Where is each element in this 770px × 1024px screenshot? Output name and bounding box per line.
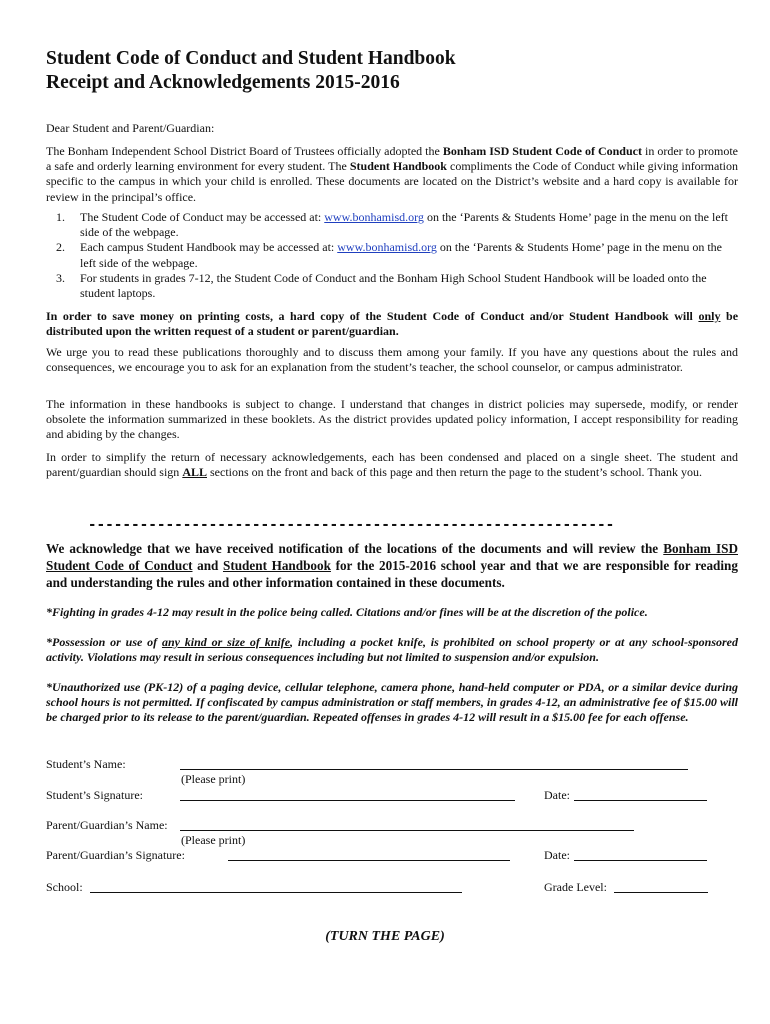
parent-signature-label: Parent/Guardian’s Signature: bbox=[46, 848, 185, 862]
simplify-all: ALL bbox=[182, 465, 207, 480]
ack-text-2: and bbox=[192, 558, 223, 573]
knife-notice bbox=[46, 635, 738, 665]
list-item bbox=[46, 271, 738, 301]
district-website-link[interactable]: www.bonhamisd.org bbox=[324, 210, 424, 224]
student-date-field[interactable] bbox=[574, 800, 707, 801]
parent-date-label: Date: bbox=[544, 848, 570, 862]
ack-code-of-conduct: Bonham ISD Student Code of Conduct bbox=[46, 541, 738, 573]
printing-only: only bbox=[698, 309, 721, 323]
list-text-after: on the ‘Parents & Students Home’ page in the menu on the left side of the webpage. bbox=[80, 240, 722, 270]
intro-bold-code: Bonham ISD Student Code of Conduct bbox=[442, 144, 642, 158]
divider-dashes: ------------------------------------------------------------- bbox=[88, 518, 615, 532]
acknowledgement-statement bbox=[46, 540, 738, 591]
list-number: 2. bbox=[56, 240, 65, 255]
document-title bbox=[46, 47, 746, 95]
district-website-link[interactable]: www.bonhamisd.org bbox=[337, 240, 437, 255]
list-item bbox=[46, 210, 738, 240]
ack-handbook: Student Handbook bbox=[222, 558, 331, 573]
urge-paragraph: We urge you to read these publications thoroughly and to discuss them among your family. If you have any questions about the rules and consequences, we encourage you to ask for an explanation from the student’s teacher, the school counselor, or campus administrator. bbox=[46, 345, 738, 375]
parent-name-label: Parent/Guardian’s Name: bbox=[46, 818, 168, 832]
printing-text-1: In order to save money on printing costs, a hard copy of the Student Code of Conduct and/or Student Handbook will bbox=[46, 309, 699, 323]
school-label: School: bbox=[46, 880, 83, 894]
device-notice: *Unauthorized use (PK-12) of a paging device, cellular telephone, camera phone, hand-held computer or PDA, or a similar device during school hours is not permitted. If confiscated by campus administration or staff members, in grades 4-12, an administrative fee of $15.00 will be charged prior to its release to the parent/guardian. Repeated offenses in grades 4-12 will result in a $15.00 fee for each offense. bbox=[46, 680, 738, 725]
list-text-after: on the ‘Parents & Students Home’ page in the menu on the left side of the webpage. bbox=[80, 210, 728, 240]
student-name-label: Student’s Name: bbox=[46, 757, 126, 771]
list-text: Each campus Student Handbook may be accessed at: bbox=[80, 240, 338, 255]
knife-text-2: , including a pocket knife, is prohibited on school property or at any school-sponsored activity. Violations may result in serious consequences including but not limited to suspension and/or expulsion. bbox=[46, 635, 739, 665]
intro-text-3: compliments the Code of Conduct while giving information specific to the campus in which your child is enrolled. These documents are located on the District’s website and a hard copy is available for review in the principal’s office. bbox=[46, 159, 739, 204]
grade-level-label: Grade Level: bbox=[544, 880, 607, 894]
student-signature-label: Student’s Signature: bbox=[46, 788, 143, 802]
knife-underlined: any kind or size of knife bbox=[161, 635, 291, 649]
change-paragraph: The information in these handbooks is subject to change. I understand that changes in district policies may supersede, modify, or render obsolete the information summarized in these booklets. As the district provides updated policy information, I accept responsibility for reading and abiding by the changes. bbox=[46, 397, 738, 442]
school-field[interactable] bbox=[90, 892, 462, 893]
simplify-paragraph bbox=[46, 450, 738, 480]
student-date-label: Date: bbox=[544, 788, 570, 802]
please-print-note: (Please print) bbox=[181, 772, 246, 786]
printing-text-2: be distributed upon the written request of a student or parent/guardian. bbox=[46, 309, 739, 339]
please-print-note: (Please print) bbox=[181, 833, 246, 847]
simplify-text-1: In order to simplify the return of necessary acknowledgements, each has been condensed and placed on a single sheet. The student and parent/guardian should sign bbox=[46, 450, 738, 480]
intro-text-2: in order to promote a safe and orderly learning environment for every student. The bbox=[46, 144, 738, 174]
parent-signature-field[interactable] bbox=[228, 860, 510, 861]
list-text: The Student Code of Conduct may be accessed at: bbox=[80, 210, 325, 224]
printing-notice bbox=[46, 309, 738, 339]
turn-the-page-note: (TURN THE PAGE) bbox=[325, 929, 445, 944]
student-name-field[interactable] bbox=[180, 769, 688, 770]
list-number: 1. bbox=[56, 210, 65, 224]
intro-paragraph bbox=[46, 144, 738, 205]
parent-date-field[interactable] bbox=[574, 860, 707, 861]
grade-level-field[interactable] bbox=[614, 892, 708, 893]
greeting: Dear Student and Parent/Guardian: bbox=[46, 121, 215, 135]
section-divider bbox=[88, 518, 654, 532]
list-number: 3. bbox=[56, 270, 65, 285]
student-signature-field[interactable] bbox=[180, 800, 515, 801]
list-item bbox=[46, 240, 738, 270]
title-line-2: Receipt and Acknowledgements 2015-2016 bbox=[46, 72, 400, 93]
intro-bold-handbook: Student Handbook bbox=[349, 159, 447, 174]
simplify-text-2: sections on the front and back of this page and then return the page to the student’s school. Thank you. bbox=[207, 465, 702, 480]
title-line-1: Student Code of Conduct and Student Handbook bbox=[46, 48, 456, 69]
access-list bbox=[46, 210, 738, 301]
ack-text-3: for the 2015-2016 school year and that we are responsible for reading and understanding the rules and other information contained in these documents. bbox=[46, 558, 738, 590]
parent-name-field[interactable] bbox=[180, 830, 634, 831]
ack-text-1: We acknowledge that we have received notification of the locations of the documents and will review the bbox=[46, 541, 664, 556]
fighting-notice: *Fighting in grades 4-12 may result in the police being called. Citations and/or fines will be at the discretion of the police. bbox=[46, 605, 648, 619]
intro-text-1: The Bonham Independent School District Board of Trustees officially adopted the bbox=[46, 144, 443, 158]
list-text: For students in grades 7-12, the Student Code of Conduct and the Bonham High School Student Handbook will be loaded onto the student laptops. bbox=[80, 270, 707, 301]
knife-text-1: *Possession or use of bbox=[46, 635, 162, 649]
